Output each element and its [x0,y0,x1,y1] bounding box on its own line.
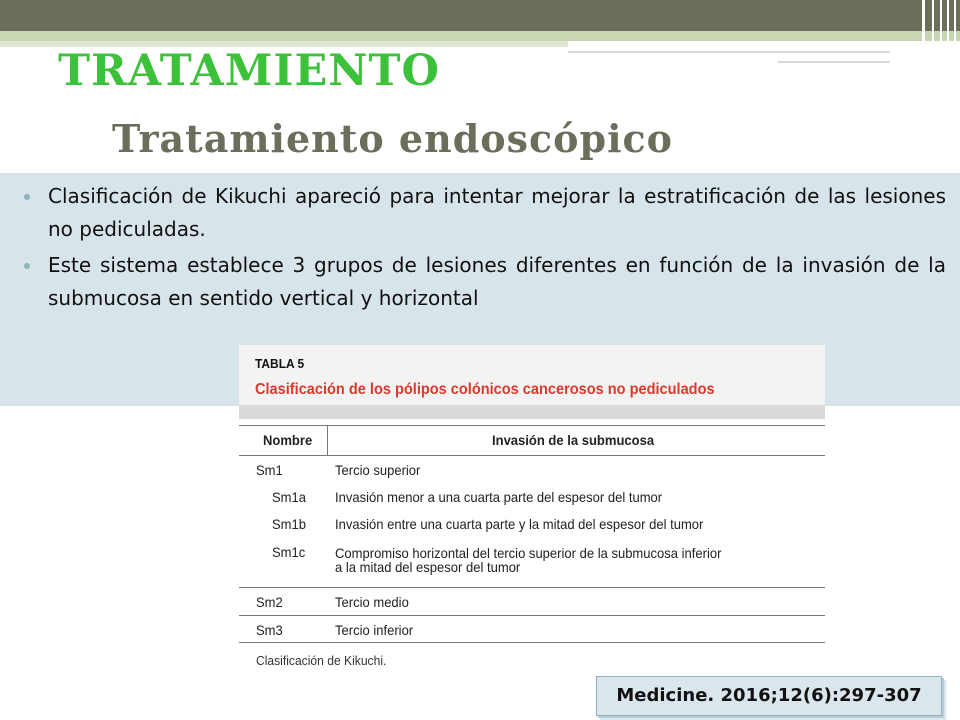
decorative-stripe [954,0,956,63]
bullet-icon [24,263,30,269]
row-desc-line1: Compromiso horizontal del tercio superior de la submucosa inferior [335,545,722,561]
row-desc: Invasión entre una cuarta parte y la mitad del espesor del tumor [335,516,704,532]
bullet-icon [24,194,30,200]
slide-subtitle: Tratamiento endoscópico [112,116,673,161]
row-desc: Tercio superior [335,462,421,478]
table-rule [239,455,825,456]
column-header-name: Nombre [263,432,313,448]
decorative-stripe [932,0,934,63]
row-name: Sm2 [256,594,283,610]
row-name: Sm1c [272,544,306,560]
bullet-list [22,180,946,318]
table-rule [239,642,825,643]
column-header-invasion: Invasión de la submucosa [492,432,655,448]
decorative-stripe [940,0,942,63]
top-band-dark [0,0,960,31]
row-name: Sm3 [256,622,283,638]
citation-text: Medicine. 2016;12(6):297-307 [616,685,922,706]
row-name: Sm1b [272,516,307,532]
row-name: Sm1a [272,489,307,505]
kikuchi-table [239,345,825,677]
top-band-light [0,31,960,41]
bullet-text: Este sistema establece 3 grupos de lesiones diferentes en función de la invasión de la submucosa en sentido vertical y horizontal [48,253,946,310]
decorative-line [568,51,890,53]
table-header-panel [239,345,825,405]
table-column-rule [327,425,328,455]
decorative-line-short [778,61,890,63]
decorative-stripe [922,0,925,63]
table-label: TABLA 5 [255,356,305,371]
bullet-text: Clasificación de Kikuchi apareció para intentar mejorar la estratificación de las lesiones no pediculadas. [48,184,946,241]
slide-title: TRATAMIENTO [58,46,441,96]
table-rule [239,615,825,616]
citation-box [596,676,942,716]
table-footnote: Clasificación de Kikuchi. [256,653,387,668]
decorative-stripe [947,0,949,63]
table-caption: Clasificación de los pólipos colónicos cancerosos no pediculados [255,381,715,398]
table-rule [239,587,825,588]
row-desc: Tercio inferior [335,622,414,638]
row-desc-line2: a la mitad del espesor del tumor [335,559,521,575]
table-divider-bar [239,405,825,419]
bullet-item [22,249,946,315]
row-desc: Invasión menor a una cuarta parte del espesor del tumor [335,489,663,505]
row-name: Sm1 [256,462,283,478]
bullet-item [22,180,946,246]
row-desc: Tercio medio [335,594,409,610]
